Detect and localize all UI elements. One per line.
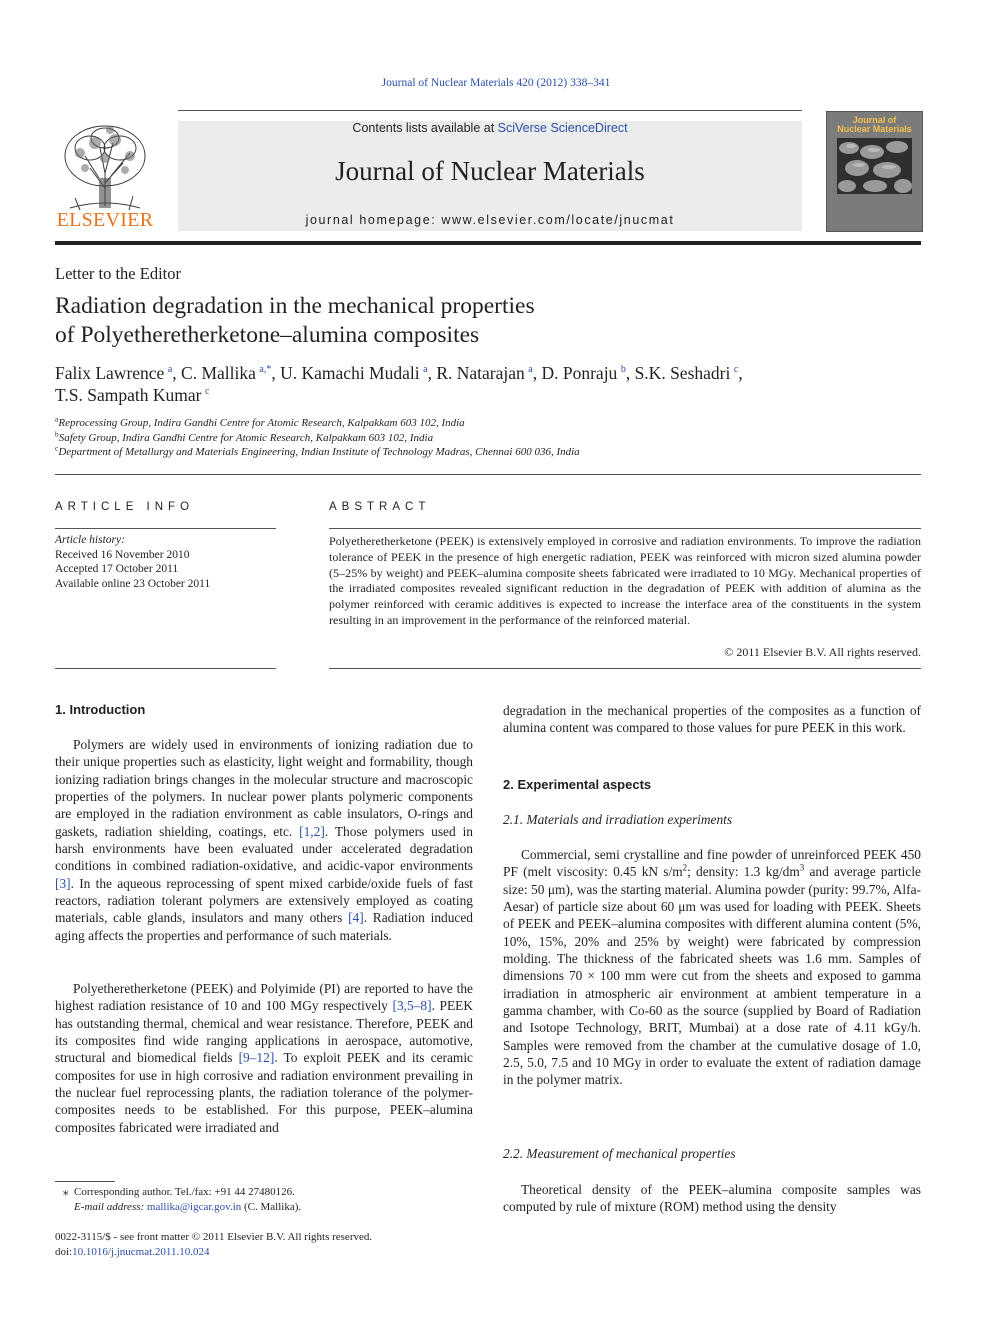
history-label: Article history:: [55, 534, 125, 546]
section-heading-experimental: 2. Experimental aspects: [503, 777, 652, 792]
masthead-top-rule: [178, 110, 802, 111]
accepted-date: Accepted 17 October 2011: [55, 563, 179, 576]
article-title: [55, 292, 755, 350]
affiliation-item: $^a$Reprocessing Group, Indira Gandhi Centre for Atomic Research, Kalpakkam 603 102, India: [55, 414, 465, 429]
affiliation-item: $^b$Safety Group, Indira Gandhi Centre for Atomic Research, Kalpakkam 603 102, India: [55, 428, 434, 444]
body-paragraph: degradation in the mechanical properties of the composites as a function of alumina content was compared to those values for pure PEEK in this work.: [503, 703, 921, 736]
divider: [55, 474, 921, 475]
subsection-heading: 2.1. Materials and irradiation experiments: [503, 812, 733, 827]
corresponding-author-note: ⁎ Corresponding author. Tel./fax: +91 44 27480126.: [63, 1186, 295, 1198]
running-head[interactable]: Journal of Nuclear Materials 420 (2012) 338–341: [381, 77, 611, 89]
body-paragraph: Commercial, semi crystalline and fine powder of unreinforced PEEK 450 PF (melt viscosity: 0.45 kN $s/m^2$; density: 1.3 $kg/dm^3$ and average particle size: 50 μm), was the starting material. Alumina powder (purity: 99.7%, Alfa-Aesar) of particle size about 60 μm was used for loading with PEEK. Sheets of PEEK and PEEK–alumina composites with different alumina content (5%, 10%, 15%, 20% and 25% by weight) were fabricated by compression molding. The thickness of the fabricated sheets was 1.6 mm. Samples of dimensions 70 × 100 mm were cut from the sheets and exposed to gamma irradiation in atmospheric air environment at ambient temperature in a gamma chamber, with Co-60 as the source (supplied by Board of Radiation and Isotope Technology, BRIT, Mumbai) at a dose rate of 4.11 kGy/h. Samples were removed from the chamber at the cumulative dosage of 1.0, 2.5, 5.0, 7.5 and 10 MGy in order to evaluate the extent of radiation damage in the polymer matrix.: [503, 847, 921, 1088]
body-paragraph: Polymers are widely used in environments of ionizing radiation due to their unique properties such as elasticity, light weight and formability, though ionizing radiation brings changes in the molecular structure and macroscopic properties of the polymers. In nuclear power plants polymeric components are employed in the radiation environment as cable insulators, O-rings and gaskets, radiation shielding, coatings, etc. [1,2]. Those polymers used in harsh environments have been evaluated under accelerated degradation conditions in combined radiation-oxidative, and acidic-vapor environments [3]. In the aqueous reprocessing of spent mixed carbide/oxide fuels of fast reactors, radiation tolerant polymers are extensively employed as coating materials, cable glands, insulators and many others [4]. Radiation induced aging affects the properties and performance of such materials.: [55, 737, 473, 943]
issn-line: 0022-3115/$ - see front matter © 2011 Elsevier B.V. All rights reserved.: [55, 1231, 373, 1243]
footnote-rule: [55, 1181, 115, 1182]
author-affiliation-mark[interactable]: c: [733, 364, 739, 376]
online-date: Available online 23 October 2011: [55, 577, 211, 590]
article-type: Letter to the Editor: [55, 264, 181, 283]
divider: [55, 668, 276, 669]
masthead-thick-rule: [55, 241, 921, 245]
author-name: C. Mallika: [181, 363, 256, 383]
journal-cover-thumbnail: [826, 111, 923, 232]
author-affiliation-mark[interactable]: b: [620, 364, 626, 376]
author-affiliation-mark[interactable]: a: [167, 364, 173, 376]
author-name: D. Ponraju: [541, 363, 618, 383]
sciencedirect-link[interactable]: SciVerse ScienceDirect: [497, 121, 628, 135]
citation-link[interactable]: [3]: [55, 875, 71, 891]
citation-link[interactable]: [9–12]: [238, 1050, 275, 1066]
affiliation-item: $^c$Department of Metallurgy and Materials Engineering, Indian Institute of Technology Madras, Chennai 600 036, India: [55, 443, 580, 458]
issn-doi: [55, 1230, 475, 1260]
author-affiliation-mark[interactable]: a: [423, 364, 428, 376]
abstract-copyright: © 2011 Elsevier B.V. All rights reserved.: [724, 645, 921, 659]
cover-title-line1: Journal of: [852, 115, 897, 125]
cover-title-line2: Nuclear Materials: [837, 124, 912, 134]
divider: [329, 668, 921, 669]
received-date: Received 16 November 2010: [55, 548, 190, 561]
article-history: [55, 533, 276, 591]
author-affiliation-mark[interactable]: c: [204, 386, 210, 398]
section-heading-introduction: 1. Introduction: [55, 702, 146, 717]
subsection-heading: 2.2. Measurement of mechanical properties: [503, 1146, 736, 1161]
divider: [329, 528, 921, 529]
article-info-heading: ARTICLE INFO: [55, 501, 195, 513]
author-name: T.S. Sampath Kumar: [55, 385, 202, 405]
author-affiliation-mark[interactable]: a,*: [259, 364, 272, 376]
body-paragraph: Theoretical density of the PEEK–alumina composite samples was computed by rule of mixture (ROM) method using the density: [503, 1182, 921, 1215]
citation-link[interactable]: [1,2]: [299, 823, 325, 839]
doi-line: doi:10.1016/j.jnucmat.2011.10.024: [55, 1246, 210, 1258]
cover-micrograph: [837, 138, 912, 194]
email-note: E-mail address: mallika@igcar.gov.in (C. Mallika).: [74, 1201, 302, 1213]
article-title-line1: Radiation degradation in the mechanical properties: [55, 293, 535, 319]
cover-micrograph-icon: [837, 138, 912, 194]
abstract-text: Polyetheretherketone (PEEK) is extensively employed in corrosive and radiation environments. To improve the radiation tolerance of PEEK in the presence of high energetic radiation, PEEK was reinforced with micron sized alumina powder (5–25% by weight) and PEEK–alumina composite sheets fabricated were irradiated to 10 MGy. Mechanical properties of the irradiated composites revealed significant reduction in the degradation of PEEK with addition of alumina as the polymer reinforced with ceramic additives is expected to increase the interface area of the constituents in the system resulting in an improvement in the performance of the reinforced material.: [329, 534, 921, 627]
citation-link[interactable]: [3,5–8]: [392, 998, 432, 1014]
author-name: S.K. Seshadri: [634, 363, 731, 383]
affiliations: [55, 416, 921, 460]
body-paragraph: Polyetheretherketone (PEEK) and Polyimide (PI) are reported to have the highest radiation resistance of 10 and 100 MGy respectively [3,5–8]. PEEK has outstanding thermal, chemical and wear resistance. Therefore, PEEK and its composites find wide ranging applications in aerospace, automotive, structural and biomedical fields [9–12]. To exploit PEEK and its ceramic composites for use in high corrosive and radiation environment prevailing in the nuclear fuel reprocessing plants, the radiation tolerance of the polymer-composites needs to be established. For this purpose, PEEK–alumina composites fabricated were irradiated and: [55, 981, 473, 1135]
elsevier-wordmark: ELSEVIER: [56, 209, 154, 231]
divider: [55, 528, 276, 529]
doi-link[interactable]: 10.1016/j.jnucmat.2011.10.024: [72, 1246, 210, 1258]
contents-line: [178, 121, 802, 135]
author-name: Falix Lawrence: [55, 363, 165, 383]
citation-link[interactable]: [4]: [348, 910, 364, 926]
author-list: Falix Lawrence $^a$, C. Mallika $^{a,*}$, U. Kamachi Mudali $^a$, R. Natarajan $^a$, D. Ponraju $^b$, S.K. Seshadri $^c$, T.S. Sampath Kumar $^c$: [55, 363, 743, 405]
contents-prefix: Contents lists available at: [352, 121, 498, 135]
author-name: U. Kamachi Mudali: [280, 363, 420, 383]
abstract-heading: ABSTRACT: [329, 501, 431, 513]
author-affiliation-mark[interactable]: a: [528, 364, 533, 376]
journal-title: Journal of Nuclear Materials: [335, 156, 645, 186]
footnotes: [55, 1185, 475, 1215]
journal-homepage[interactable]: journal homepage: www.elsevier.com/locate/jnucmat: [305, 213, 675, 227]
email-link[interactable]: mallika@igcar.gov.in: [146, 1201, 242, 1213]
cover-title: [827, 116, 922, 134]
author-name: R. Natarajan: [436, 363, 525, 383]
article-title-line2: of Polyetheretherketone–alumina composites: [55, 322, 480, 348]
